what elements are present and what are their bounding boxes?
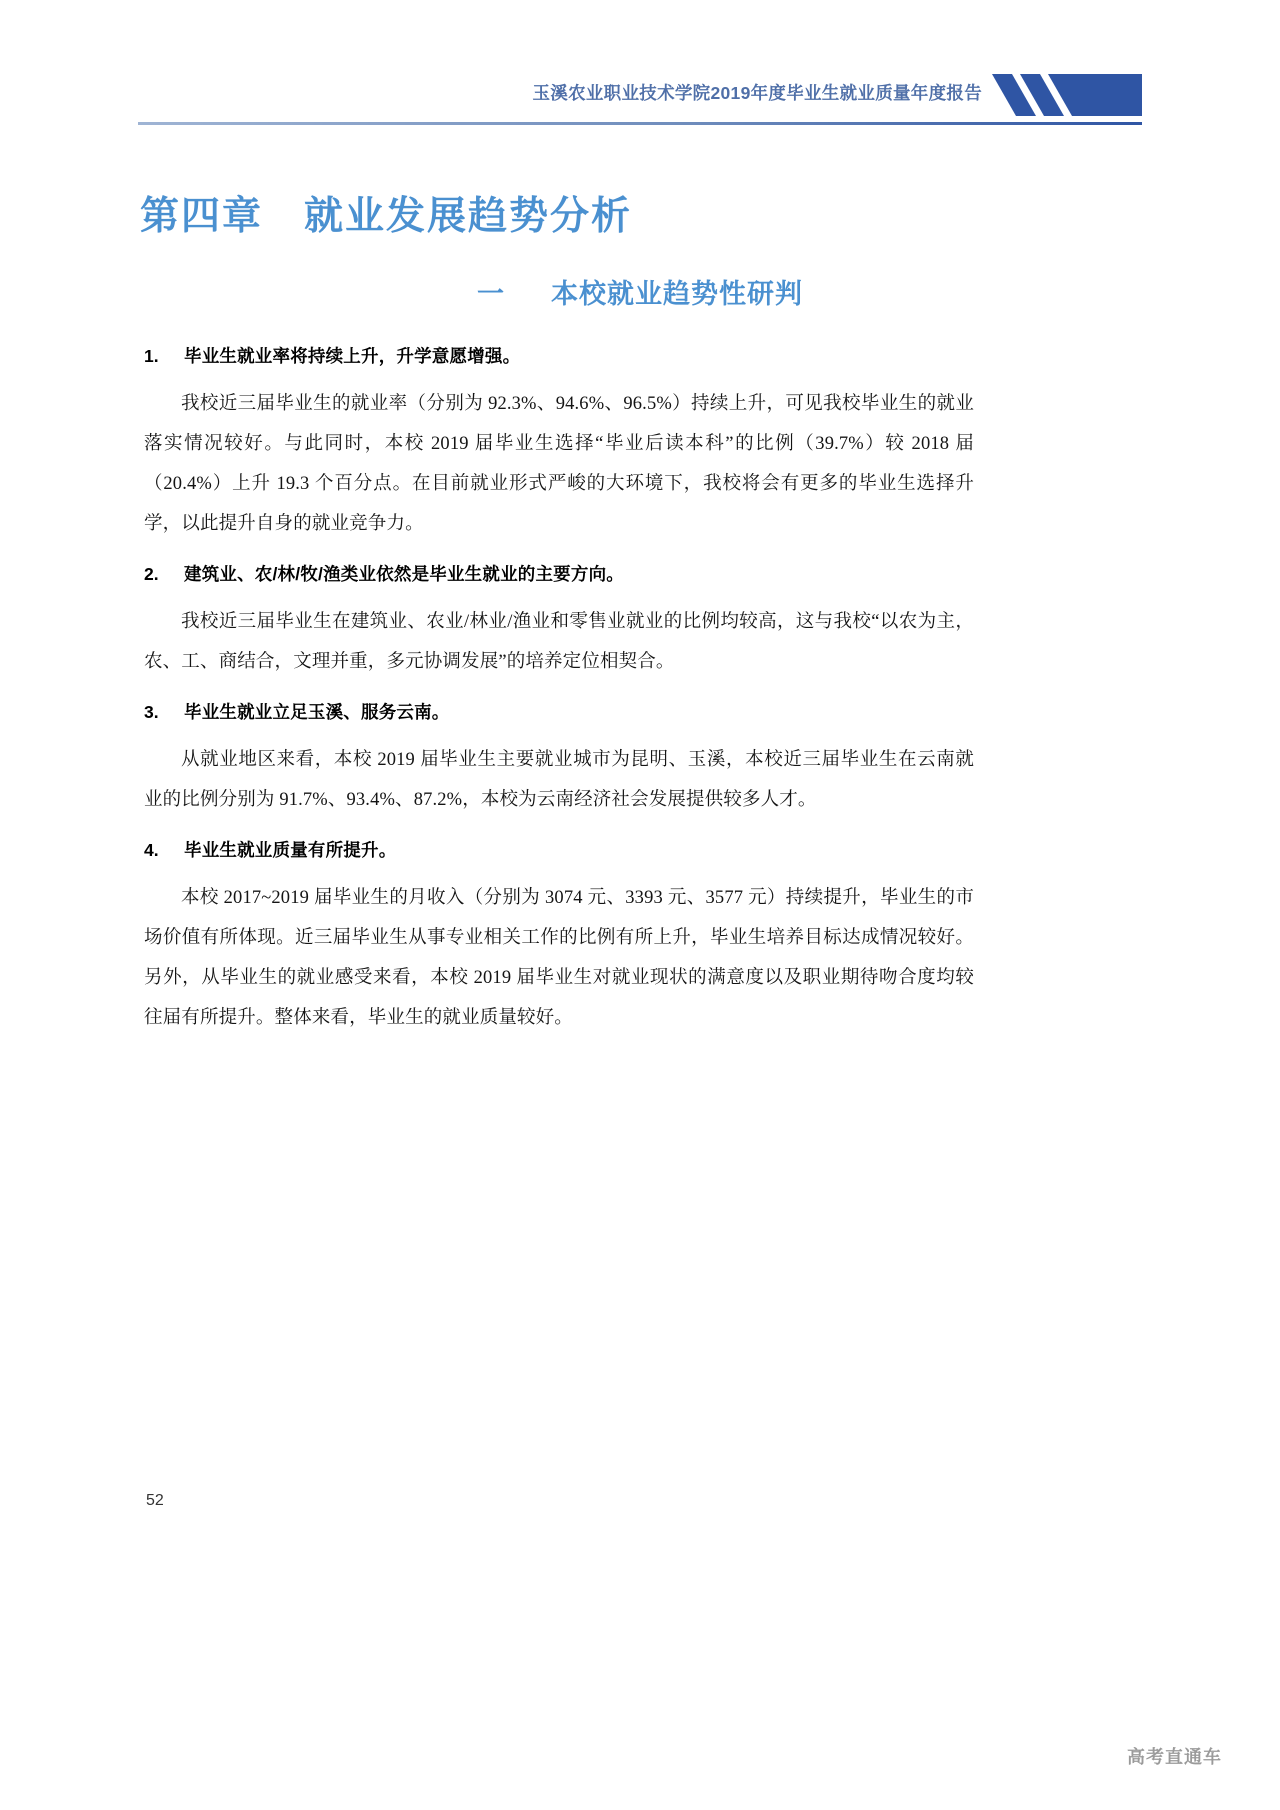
body-paragraph: 从就业地区来看，本校 2019 届毕业生主要就业城市为昆明、玉溪，本校近三届毕业生在云南就业的比例分别为 91.7%、93.4%、87.2%，本校为云南经济社会发展提供较多人才。 [144,750,974,810]
point-number: 3. [144,702,159,722]
point-number: 4. [144,840,159,860]
body-paragraph: 我校近三届毕业生在建筑业、农业/林业/渔业和零售业就业的比例均较高，这与我校“以农为主，农、工、商结合，文理并重，多元协调发展”的培养定位相契合。 [144,612,974,672]
numbered-point [144,692,974,732]
numbered-point [144,336,974,376]
body-paragraph: 本校 2017~2019 届毕业生的月收入（分别为 3074 元、3393 元、3577 元）持续提升，毕业生的市场价值有所体现。近三届毕业生从事专业相关工作的比例有所上升，毕业生培养目标达成情况较好。另外，从毕业生的就业感受来看，本校 2019 届毕业生对就业现状的满意度以及职业期待吻合度均较往届有所提升。整体来看，毕业生的就业质量较好。 [144,888,974,1028]
section-number: 一 [477,279,505,309]
page-number: 52 [146,1492,164,1509]
point-heading: 建筑业、农/林/牧/渔类业依然是毕业生就业的主要方向。 [184,564,624,584]
page-header [138,78,1142,128]
numbered-point [144,830,974,870]
chevron-stripes-icon [990,74,1142,120]
chapter-title: 第四章 就业发展趋势分析 [140,195,633,238]
point-heading: 毕业生就业立足玉溪、服务云南。 [184,702,450,722]
section-title [138,272,1142,311]
point-number: 1. [144,346,159,366]
watermark: 高考直通车 [1127,1747,1222,1767]
point-number: 2. [144,564,159,584]
point-heading: 毕业生就业质量有所提升。 [184,840,397,860]
point-heading: 毕业生就业率将持续上升，升学意愿增强。 [184,346,521,366]
header-divider-rule [138,122,1142,125]
numbered-point [144,554,974,594]
body-paragraph: 我校近三届毕业生的就业率（分别为 92.3%、94.6%、96.5%）持续上升，可见我校毕业生的就业落实情况较好。与此同时，本校 2019 届毕业生选择“毕业后读本科”的比例（39.7%）较 2018 届（20.4%）上升 19.3 个百分点。在目前就业形式严峻的大环境下，我校将会有更多的毕业生选择升学，以此提升自身的就业竞争力。 [144,394,974,534]
body-content [144,336,974,1048]
section-label: 本校就业趋势性研判 [551,279,803,309]
running-header-title: 玉溪农业职业技术学院2019年度毕业生就业质量年度报告 [532,83,982,103]
